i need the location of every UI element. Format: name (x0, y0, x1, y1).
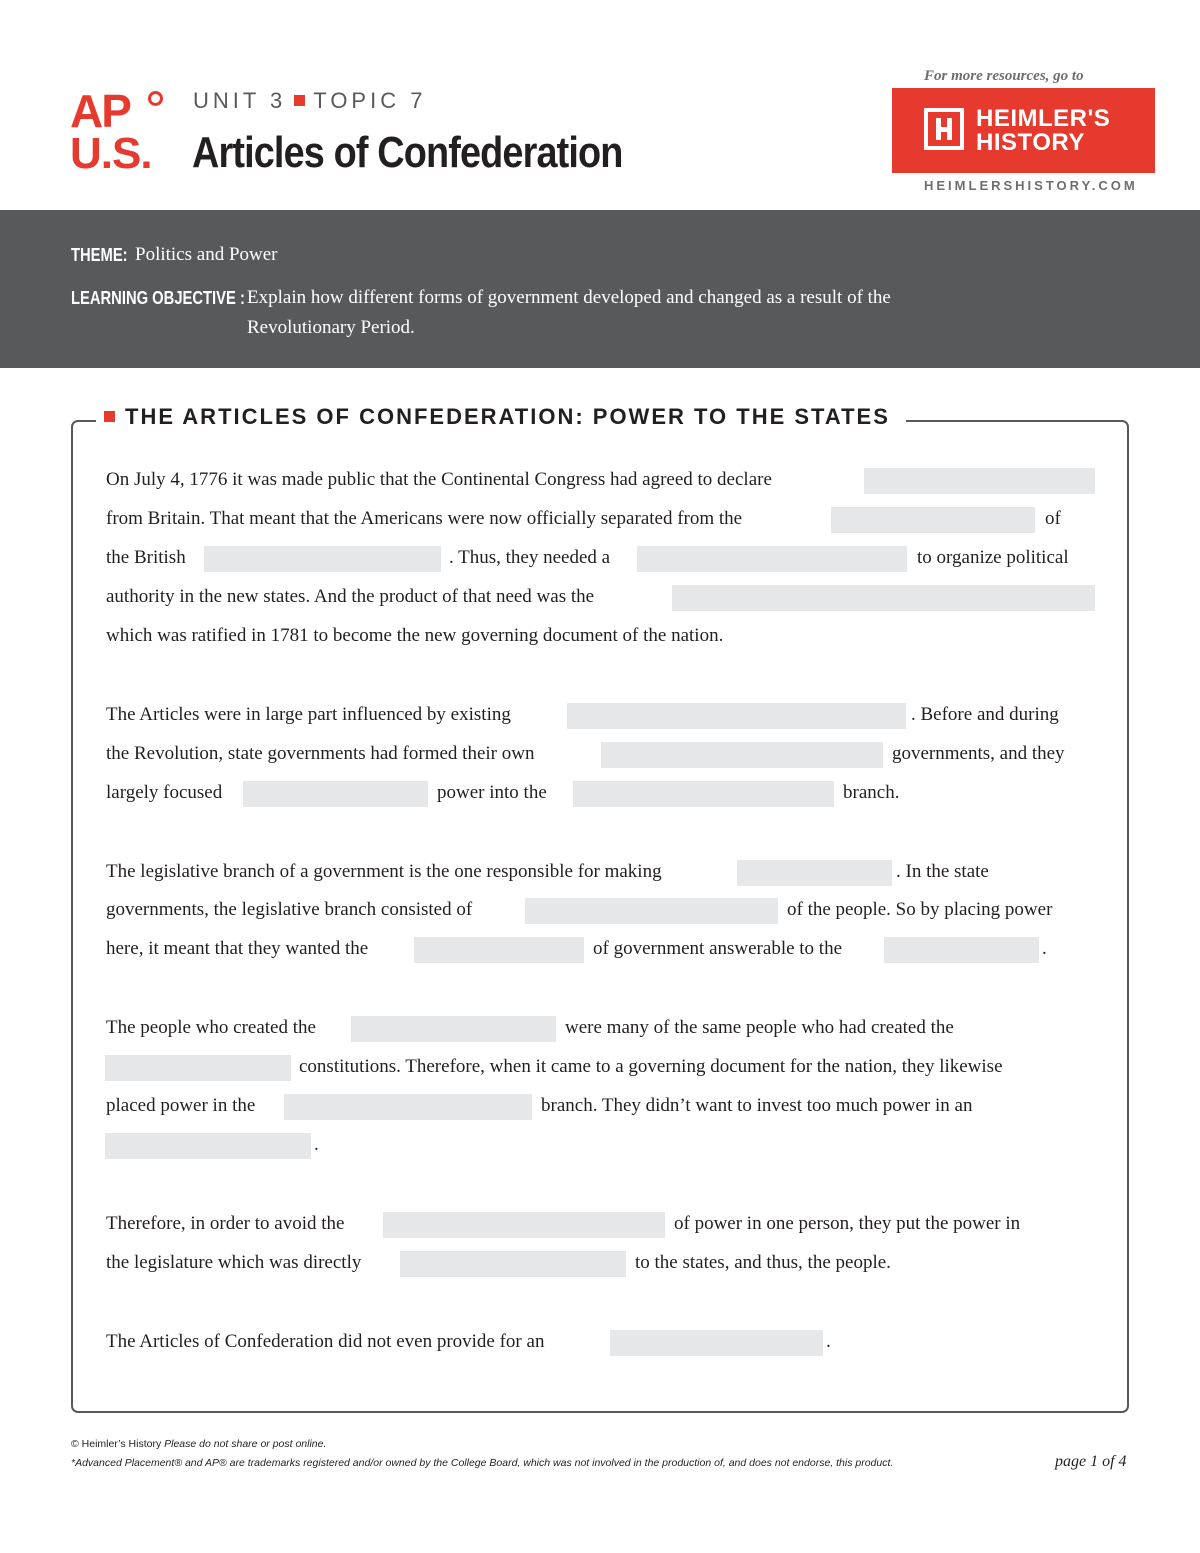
blank-field[interactable] (105, 1055, 291, 1081)
p1-text-7: authority in the new states. And the product of that need was the (106, 586, 595, 607)
p2-text-1: The Articles were in large part influenced by existing (106, 704, 511, 725)
p1-text-1: On July 4, 1776 it was made public that the Continental Congress had agreed to declare (106, 469, 772, 490)
blank-field[interactable] (284, 1094, 532, 1120)
p2-text-5: largely focused (106, 782, 223, 803)
p1-text-3: of (1045, 508, 1061, 529)
p2-text-7: branch. (843, 782, 900, 803)
square-bullet-icon (294, 95, 305, 106)
p3-text-1: The legislative branch of a government is the one responsible for making (106, 861, 662, 882)
more-resources-text: For more resources, go to (924, 68, 1084, 84)
p3-text-7: . (1042, 938, 1047, 959)
p6-text-1: The Articles of Confederation did not even provide for an (106, 1331, 545, 1352)
blank-field[interactable] (414, 937, 584, 963)
topic-label: TOPIC 7 (313, 88, 427, 113)
heimlers-history-logo[interactable] (892, 88, 1155, 173)
p6-text-2: . (826, 1331, 831, 1352)
blank-field[interactable] (567, 703, 906, 729)
brand-name (976, 107, 1110, 155)
footer-copyright (71, 1438, 326, 1450)
logo-ap: AP (70, 85, 130, 137)
footer-trademark: *Advanced Placement® and AP® are trademarks registered and/or owned by the College Board, which was not involved in the production of, and does not endorse, this product. (71, 1457, 894, 1469)
p4-text-4: placed power in the (106, 1095, 256, 1116)
square-bullet-icon (104, 411, 115, 422)
p3-text-2: . In the state (896, 861, 989, 882)
p1-text-8: which was ratified in 1781 to become the new governing document of the nation. (106, 625, 724, 646)
p2-text-4: governments, and they (892, 743, 1065, 764)
p5-text-3: the legislature which was directly (106, 1252, 362, 1273)
p4-text-3: constitutions. Therefore, when it came to a governing document for the nation, they likewise (299, 1056, 1003, 1077)
theme-label: THEME: (71, 245, 128, 265)
blank-field[interactable] (737, 860, 892, 886)
ap-us-logo (70, 85, 165, 178)
blank-field[interactable] (400, 1251, 626, 1277)
objective-label: LEARNING OBJECTIVE : (71, 288, 245, 308)
theme-objective-band (0, 210, 1200, 368)
blank-field[interactable] (105, 1133, 311, 1159)
blank-field[interactable] (573, 781, 834, 807)
h-logo-icon (924, 108, 964, 150)
p4-text-2: were many of the same people who had created the (565, 1017, 954, 1038)
brand-line-1: HEIMLER'S (976, 105, 1111, 132)
p1-text-6: to organize political (917, 547, 1069, 568)
blank-field[interactable] (610, 1330, 823, 1356)
theme-value: Politics and Power (135, 244, 278, 265)
p3-text-3: governments, the legislative branch consisted of (106, 899, 473, 920)
registered-mark-icon (148, 91, 163, 106)
section-title (96, 404, 906, 430)
p2-text-2: . Before and during (911, 704, 1059, 725)
blank-field[interactable] (351, 1016, 556, 1042)
p3-text-4: of the people. So by placing power (787, 899, 1053, 920)
p1-text-4: the British (106, 547, 186, 568)
blank-field[interactable] (672, 585, 1095, 611)
p5-text-1: Therefore, in order to avoid the (106, 1213, 345, 1234)
p4-text-5: branch. They didn’t want to invest too much power in an (541, 1095, 973, 1116)
copyright-text: © Heimler’s History (71, 1438, 162, 1450)
blank-field[interactable] (864, 468, 1095, 494)
blank-field[interactable] (204, 546, 441, 572)
p4-text-1: The people who created the (106, 1017, 316, 1038)
blank-field[interactable] (383, 1212, 665, 1238)
site-link[interactable]: HEIMLERSHISTORY.COM (924, 178, 1138, 193)
p3-text-6: of government answerable to the (593, 938, 843, 959)
logo-us: U.S. (70, 129, 152, 178)
page-number: page 1 of 4 (1055, 1453, 1127, 1470)
blank-field[interactable] (601, 742, 883, 768)
p4-text-6: . (314, 1134, 319, 1155)
blank-field[interactable] (637, 546, 907, 572)
objective-line-2: Revolutionary Period. (247, 317, 415, 338)
blank-field[interactable] (831, 507, 1035, 533)
blank-field[interactable] (243, 781, 428, 807)
p1-text-2: from Britain. That meant that the Americans were now officially separated from the (106, 508, 743, 529)
p2-text-6: power into the (437, 782, 547, 803)
section-title-text: THE ARTICLES OF CONFEDERATION: POWER TO THE STATES (125, 404, 890, 429)
p1-text-5: . Thus, they needed a (449, 547, 611, 568)
brand-line-2: HISTORY (976, 129, 1085, 156)
blank-field[interactable] (525, 898, 778, 924)
share-notice: Please do not share or post online. (164, 1438, 327, 1450)
unit-label: UNIT 3 (193, 88, 287, 113)
p5-text-4: to the states, and thus, the people. (635, 1252, 891, 1273)
p5-text-2: of power in one person, they put the power in (674, 1213, 1021, 1234)
p3-text-5: here, it meant that they wanted the (106, 938, 369, 959)
objective-line-1: Explain how different forms of government developed and changed as a result of the (247, 287, 891, 308)
p2-text-3: the Revolution, state governments had formed their own (106, 743, 535, 764)
blank-field[interactable] (884, 937, 1039, 963)
page-title: Articles of Confederation (192, 128, 623, 177)
unit-topic-line (193, 88, 426, 114)
